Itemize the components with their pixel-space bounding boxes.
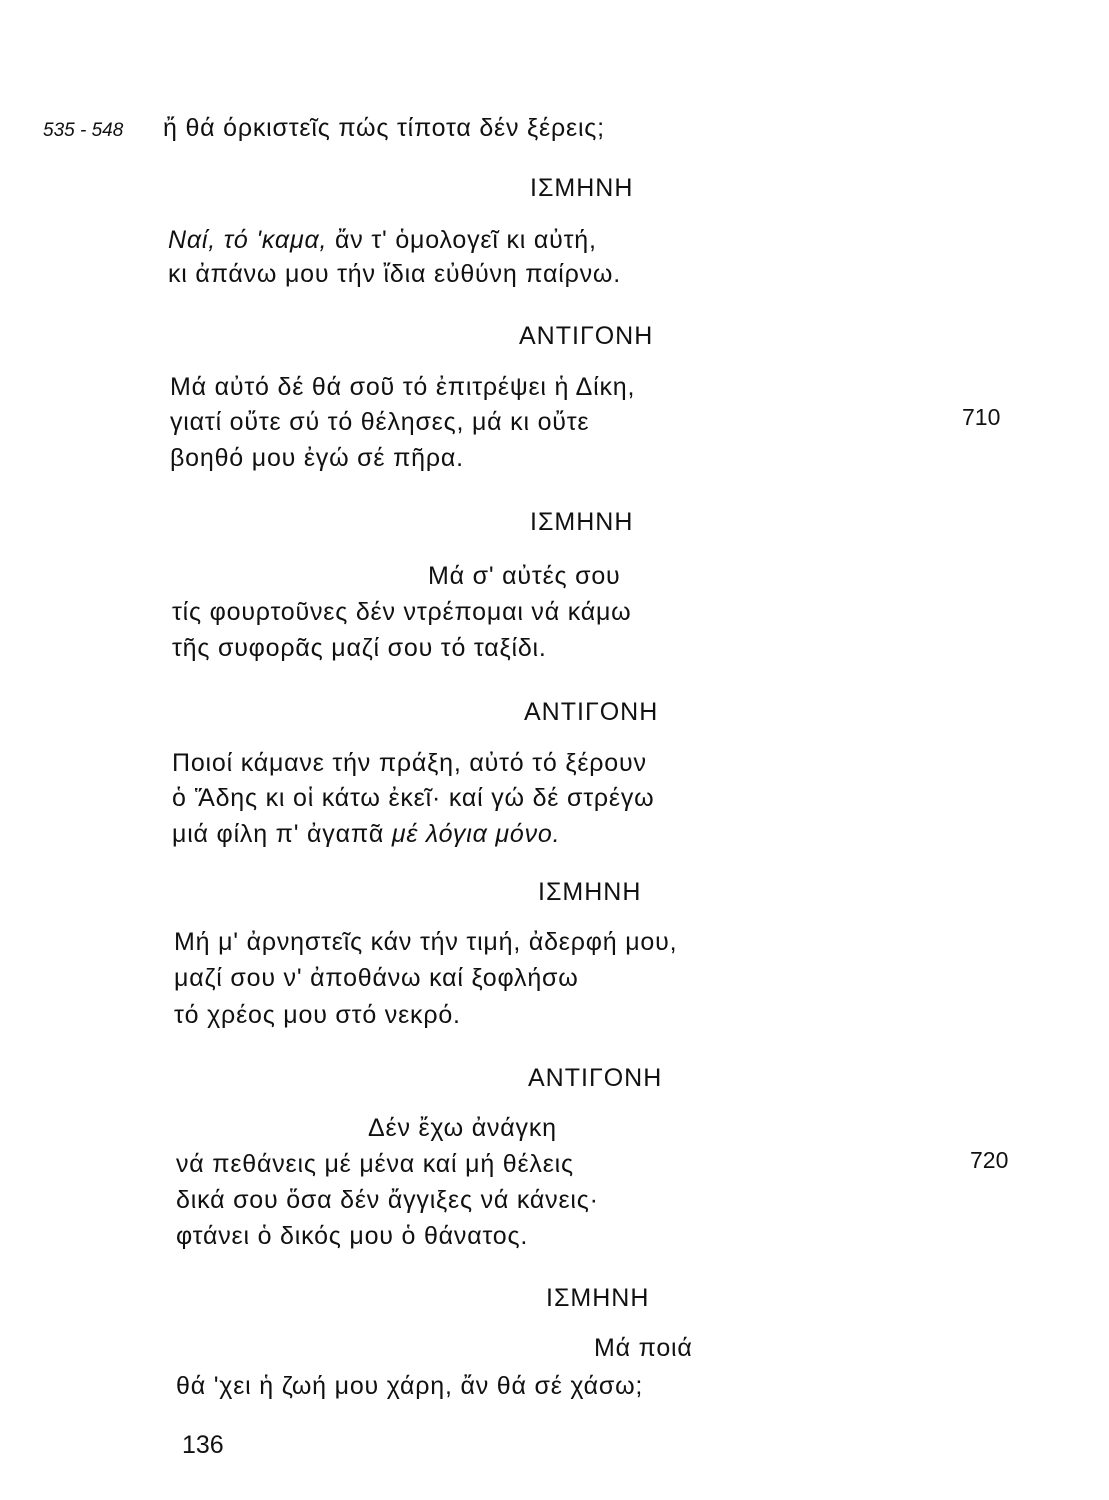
verse-line: ὁ Ἅδης κι οἱ κάτω ἐκεῖ· καί γώ δέ στρέγω bbox=[172, 784, 655, 812]
verse-line: τίς φουρτοῦνες δέν ντρέπομαι νά κάμω bbox=[172, 598, 632, 626]
verse-line bbox=[172, 822, 560, 847]
verse-line: δικά σου ὅσα δέν ἄγγιξες νά κάνεις· bbox=[176, 1186, 599, 1214]
speaker-name: ΑΝΤΙΓΟΝΗ bbox=[524, 698, 659, 726]
speaker-name: ΑΝΤΙΓΟΝΗ bbox=[528, 1064, 663, 1092]
verse-line: Μή μ' ἀρνηστεῖς κάν τήν τιμή, ἀδερφή μου, bbox=[174, 928, 678, 956]
verse-line: θά 'χει ἡ ζωή μου χάρη, ἄν θά σέ χάσω; bbox=[176, 1372, 644, 1400]
speaker-name: ΙΣΜΗΝΗ bbox=[538, 878, 642, 906]
line-number: 720 bbox=[970, 1147, 1009, 1173]
verse-line: Ποιοί κάμανε τήν πράξη, αὐτό τό ξέρουν bbox=[172, 749, 647, 777]
verse-line: κι ἀπάνω μου τήν ἴδια εὐθύνη παίρνω. bbox=[168, 260, 621, 288]
verse-line: Μά ποιά bbox=[594, 1334, 693, 1362]
verse-line: γιατί οὔτε σύ τό θέλησες, μά κι οὔτε bbox=[170, 408, 590, 436]
speaker-name: ΙΣΜΗΝΗ bbox=[530, 174, 634, 202]
verse-text: ἄν τ' ὁμολογεῖ κι αὐτή, bbox=[327, 226, 597, 254]
speaker-name: ΑΝΤΙΓΟΝΗ bbox=[519, 322, 654, 350]
speaker-name: ΙΣΜΗΝΗ bbox=[546, 1284, 650, 1312]
verse-line: μαζί σου ν' ἀποθάνω καί ξοφλήσω bbox=[174, 964, 579, 992]
verse-line: τῆς συφορᾶς μαζί σου τό ταξίδι. bbox=[172, 634, 547, 662]
verse-line: Μά σ' αὐτές σου bbox=[428, 562, 621, 590]
verse-text: μιά φίλη π' ἀγαπᾶ bbox=[172, 820, 392, 848]
speaker-name: ΙΣΜΗΝΗ bbox=[530, 508, 634, 536]
verse-line: ἤ θά όρκιστεῖς πώς τίποτα δέν ξέρεις; bbox=[163, 114, 605, 142]
line-reference: 535 - 548 bbox=[43, 120, 124, 141]
verse-line: βοηθό μου ἐγώ σέ πῆρα. bbox=[170, 444, 464, 472]
page-number: 136 bbox=[182, 1431, 224, 1459]
verse-line: νά πεθάνεις μέ μένα καί μή θέλεις bbox=[176, 1150, 574, 1178]
verse-italic: Ναί, τό 'καμα, bbox=[168, 226, 328, 254]
verse-italic: μέ λόγια μόνο. bbox=[391, 820, 561, 848]
verse-line: Μά αὐτό δέ θά σοῦ τό ἐπιτρέψει ἡ Δίκη, bbox=[170, 373, 636, 401]
line-number: 710 bbox=[962, 404, 1001, 430]
verse-line: φτάνει ὁ δικός μου ὁ θάνατος. bbox=[176, 1222, 529, 1250]
verse-line: τό χρέος μου στό νεκρό. bbox=[174, 1001, 461, 1029]
verse-line: Δέν ἔχω ἀνάγκη bbox=[368, 1114, 557, 1142]
verse-line bbox=[168, 228, 597, 253]
